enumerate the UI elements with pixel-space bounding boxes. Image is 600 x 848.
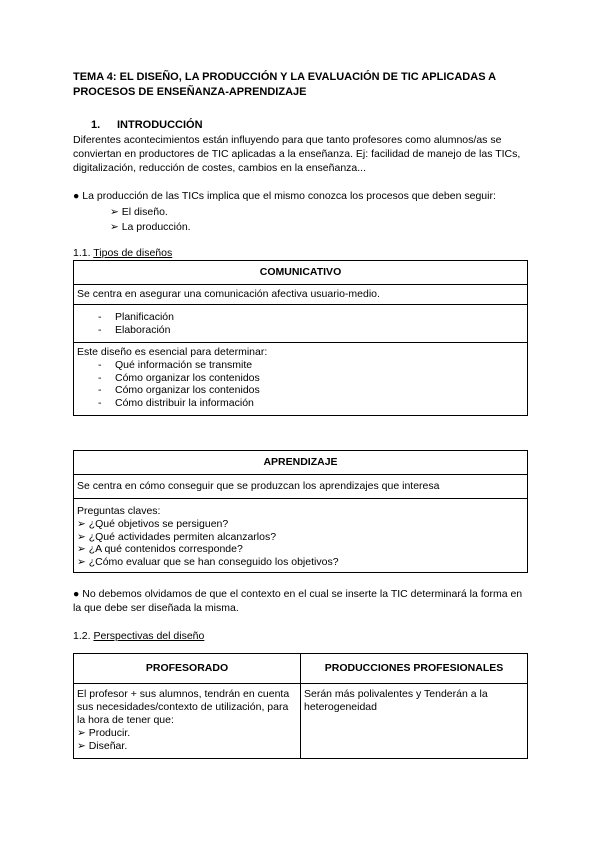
context-note: ● No debemos olvidamos de que el contexto en el cual se inserte la TIC determinará la forma en la que debe ser diseñada la misma. <box>73 588 523 614</box>
cell-text: El profesor + sus alumnos, tendrán en cuenta sus necesidades/contexto de utilización, para la hora de tener que: <box>77 688 290 726</box>
table-aprendizaje <box>73 450 528 573</box>
table-header: PROFESORADO <box>74 654 301 684</box>
subsection-title: Perspectivas del diseño <box>93 630 205 642</box>
section-number: 1. <box>91 119 101 131</box>
section-title: INTRODUCCIÓN <box>117 119 203 131</box>
process-list <box>110 205 528 235</box>
table-cell <box>74 343 528 416</box>
list-item: - Cómo organizar los contenidos <box>77 372 524 385</box>
determine-list <box>77 359 524 409</box>
table-cell: Se centra en cómo conseguir que se produzcan los aprendizajes que interesa <box>74 475 528 499</box>
list-item: ➢ ¿Qué objetivos se persiguen? <box>77 518 229 530</box>
phase-list <box>77 311 524 336</box>
list-item: ➢ ¿Cómo evaluar que se han conseguido los objetivos? <box>77 555 339 568</box>
cell-intro: Este diseño es esencial para determinar: <box>77 346 268 358</box>
table-comunicativo <box>73 260 528 416</box>
subsection-title: Tipos de diseños <box>93 247 173 259</box>
table-cell: Serán más polivalentes y Tenderán a la heterogeneidad <box>301 684 528 759</box>
list-item: - Cómo organizar los contenidos <box>77 384 524 397</box>
list-item: ➢ ¿Qué actividades permiten alcanzarlos? <box>77 530 277 543</box>
cell-intro: Preguntas claves: <box>77 505 161 517</box>
production-bullet: ● La producción de las TICs implica que el mismo conozca los procesos que deben seguir: <box>73 190 496 202</box>
subsection-number: 1.1. <box>73 247 91 259</box>
subsection-heading-tipos <box>73 246 528 260</box>
list-item: - Qué información se transmite <box>77 359 524 372</box>
table-cell: Se centra en asegurar una comunicación afectiva usuario-medio. <box>74 285 528 305</box>
list-item: ➢ Diseñar. <box>77 739 128 752</box>
list-item: - Planificación <box>77 311 524 324</box>
table-cell <box>74 684 301 759</box>
table-header: PRODUCCIONES PROFESIONALES <box>301 654 528 684</box>
list-item: ➢ Producir. <box>77 727 131 739</box>
list-item: - Cómo distribuir la información <box>77 397 524 410</box>
table-header: APRENDIZAJE <box>74 451 528 475</box>
intro-paragraph: Diferentes acontecimientos están influyendo para que tanto profesores como alumnos/as se conviertan en productores de TIC aplicadas a la enseñanza. Ej: facilidad de manejo de las TICs, digitalización, reducción de costes, cambios en la enseñanza... <box>73 134 521 174</box>
key-questions-list <box>77 518 524 568</box>
subsection-heading-perspectivas <box>73 629 528 643</box>
teacher-actions-list <box>77 727 297 752</box>
list-item: ➢ ¿A qué contenidos corresponde? <box>77 543 243 555</box>
subsection-number: 1.2. <box>73 630 91 642</box>
table-cell <box>74 305 528 343</box>
list-item: ➢ La producción. <box>110 221 191 233</box>
list-item: - Elaboración <box>77 324 524 337</box>
table-header: COMUNICATIVO <box>74 261 528 285</box>
table-perspectivas <box>73 653 528 759</box>
list-item: ➢ El diseño. <box>110 206 168 218</box>
document-page <box>73 70 528 759</box>
section-heading-introduccion <box>73 118 528 132</box>
table-cell <box>74 499 528 573</box>
document-title: TEMA 4: EL DISEÑO, LA PRODUCCIÓN Y LA EVALUACIÓN DE TIC APLICADAS A PROCESOS DE ENSEÑANZA-APRENDIZAJE <box>73 71 496 98</box>
